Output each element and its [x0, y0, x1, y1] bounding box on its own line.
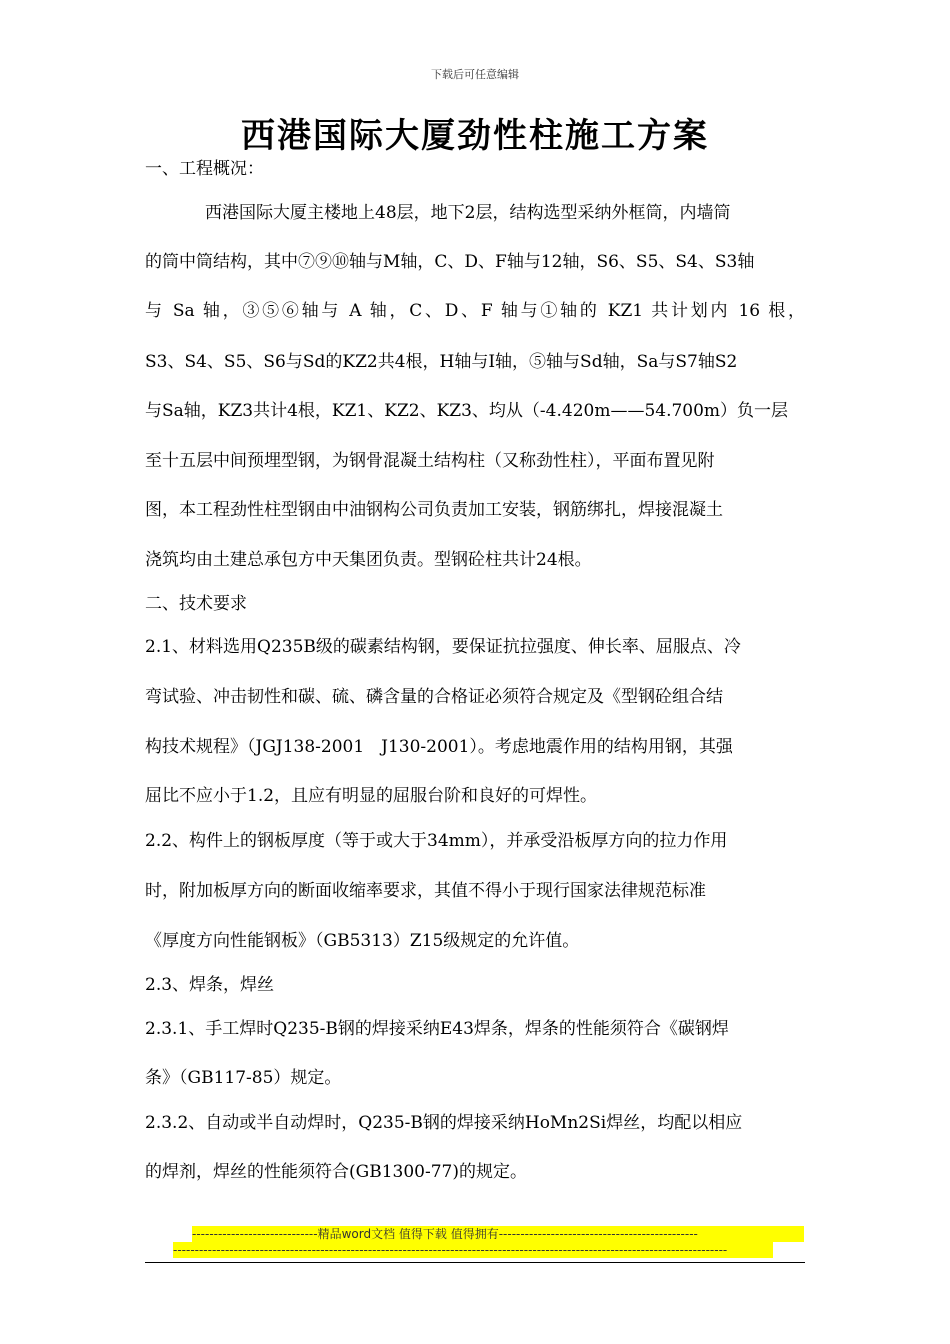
paragraph-line: 与Sa轴，KZ3共计4根，KZ1、KZ2、KZ3、均从（-4.420m——54.700m）负一层 [145, 401, 789, 421]
footer-banner-line-1: -----------------------------精品word文档 值得下载 值得拥有---------------------------------------------- [192, 1226, 804, 1242]
paragraph-line: 2.1、材料选用Q235B级的碳素结构钢，要保证抗拉强度、伸长率、屈服点、冷 [145, 637, 741, 657]
header-note: 下载后可任意编辑 [431, 68, 519, 81]
paragraph-line: 2.2、构件上的钢板厚度（等于或大于34mm），并承受沿板厚方向的拉力作用 [145, 831, 728, 851]
paragraph-line: 弯试验、冲击韧性和碳、硫、磷含量的合格证必须符合规定及《型钢砼组合结 [145, 687, 723, 707]
footer-banner-line-2: -------------------------------------------------------------------------------------------------------------------------------- [173, 1242, 773, 1258]
section-heading-2: 二、技术要求 [145, 594, 247, 614]
paragraph-line: 西港国际大厦主楼地上48层，地下2层，结构选型采纳外框筒，内墙筒 [205, 203, 731, 223]
paragraph-line: 的筒中筒结构，其中⑦⑨⑩轴与M轴，C、D、F轴与12轴，S6、S5、S4、S3轴 [145, 252, 755, 272]
paragraph-line: 屈比不应小于1.2，且应有明显的屈服台阶和良好的可焊性。 [145, 786, 598, 806]
footer-divider [145, 1262, 805, 1263]
paragraph-line: 构技术规程》（JGJ138-2001 J130-2001）。考虑地震作用的结构用钢，其强 [145, 737, 733, 757]
paragraph-line: 2.3.1、手工焊时Q235-B钢的焊接采纳E43焊条，焊条的性能须符合《碳钢焊 [145, 1019, 729, 1039]
paragraph-line: 2.3.2、自动或半自动焊时，Q235-B钢的焊接采纳HoMn2Si焊丝，均配以相应 [145, 1113, 743, 1133]
paragraph-line: 时，附加板厚方向的断面收缩率要求，其值不得小于现行国家法律规范标准 [145, 881, 706, 901]
subsection-heading: 2.3、焊条，焊丝 [145, 975, 275, 995]
paragraph-line: 与 Sa 轴，③⑤⑥轴与 A 轴，C、D、F 轴与①轴的 KZ1 共计划内 16 根， [145, 301, 805, 321]
paragraph-line: S3、S4、S5、S6与Sd的KZ2共4根，H轴与I轴，⑤轴与Sd轴，Sa与S7轴S2 [145, 352, 738, 372]
paragraph-line: 图，本工程劲性柱型钢由中油钢构公司负责加工安装，钢筋绑扎，焊接混凝土 [145, 500, 723, 520]
paragraph-line: 条》（GB117-85）规定。 [145, 1068, 342, 1088]
document-title: 西港国际大厦劲性柱施工方案 [241, 116, 709, 156]
paragraph-line: 《厚度方向性能钢板》（GB5313）Z15级规定的允许值。 [145, 931, 580, 951]
paragraph-line: 至十五层中间预埋型钢，为钢骨混凝土结构柱（又称劲性柱），平面布置见附 [145, 451, 715, 471]
section-heading-1: 一、工程概况： [145, 159, 264, 179]
paragraph-line: 的焊剂，焊丝的性能须符合(GB1300-77)的规定。 [145, 1162, 527, 1182]
paragraph-line: 浇筑均由土建总承包方中天集团负责。型钢砼柱共计24根。 [145, 550, 592, 570]
